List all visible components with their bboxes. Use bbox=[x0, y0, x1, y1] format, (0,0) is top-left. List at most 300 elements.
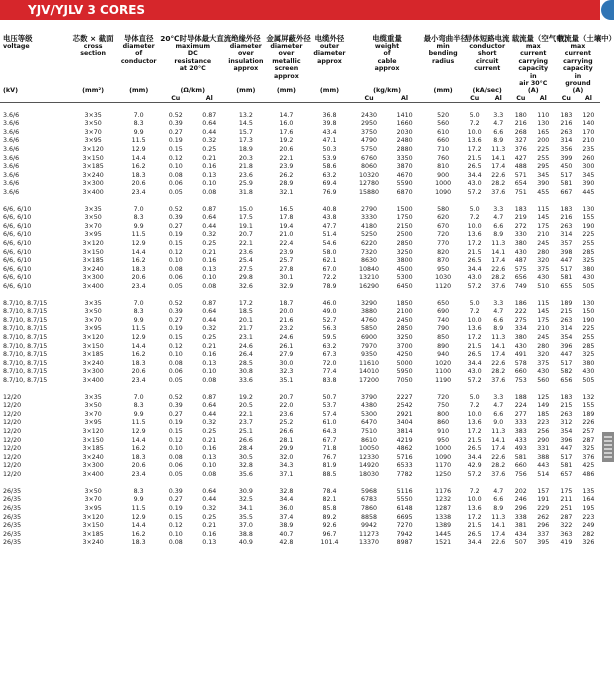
table-cell: 26.6 bbox=[238, 436, 253, 444]
table-cell: 165 bbox=[537, 128, 550, 136]
table-cell: 28.2 bbox=[491, 368, 506, 376]
table-cell: 1410 bbox=[396, 111, 413, 119]
table-cell: 255 bbox=[537, 154, 550, 162]
table-cell: 4.7 bbox=[493, 487, 504, 495]
table-cell: 383 bbox=[514, 428, 527, 436]
table-cell: 580 bbox=[437, 205, 450, 213]
table-cell: 419 bbox=[560, 539, 573, 547]
table-cell: 8.7/10, 8.7/15 bbox=[3, 316, 48, 324]
table-cell: 710 bbox=[437, 145, 450, 153]
table-cell: 3×35 bbox=[84, 111, 102, 119]
table-cell: 280 bbox=[537, 248, 550, 256]
table-cell: 3×400 bbox=[82, 376, 104, 384]
table-cell: 5.0 bbox=[469, 111, 480, 119]
table-cell: 1287 bbox=[435, 504, 452, 512]
table-cell: 0.16 bbox=[202, 351, 217, 359]
table-cell: 96.7 bbox=[322, 530, 337, 538]
table-cell: 4670 bbox=[396, 171, 413, 179]
table-cell: 396 bbox=[560, 436, 573, 444]
header-ground-capacity-al: Al bbox=[577, 95, 600, 103]
table-cell: 0.08 bbox=[202, 470, 217, 478]
table-cell: 22.6 bbox=[491, 453, 506, 461]
table-cell: 5300 bbox=[361, 410, 378, 418]
table-cell: 257 bbox=[582, 428, 595, 436]
table-cell: 514 bbox=[537, 470, 550, 478]
table-cell: 12/20 bbox=[3, 393, 22, 401]
table-cell: 0.08 bbox=[168, 453, 183, 461]
table-cell: 0.06 bbox=[168, 462, 183, 470]
table-cell: 185 bbox=[537, 410, 550, 418]
table-cell: 175 bbox=[537, 316, 550, 324]
table-cell: 12/20 bbox=[3, 445, 22, 453]
table-row bbox=[0, 488, 600, 497]
table-row bbox=[0, 325, 600, 334]
table-cell: 42.9 bbox=[467, 462, 482, 470]
table-cell: 2850 bbox=[396, 325, 413, 333]
table-cell: 149 bbox=[537, 402, 550, 410]
table-cell: 19.4 bbox=[279, 222, 294, 230]
table-cell: 215 bbox=[560, 402, 573, 410]
table-cell: 0.39 bbox=[168, 120, 183, 128]
table-cell: 27.5 bbox=[238, 265, 253, 273]
table-cell: 23.4 bbox=[131, 470, 146, 478]
table-cell: 17.3 bbox=[238, 137, 253, 145]
table-cell: 850 bbox=[437, 334, 450, 342]
table-cell: 16.5 bbox=[279, 205, 294, 213]
table-cell: 0.21 bbox=[202, 436, 217, 444]
table-cell: 37.6 bbox=[491, 188, 506, 196]
table-cell: 89.2 bbox=[322, 513, 337, 521]
table-cell: 380 bbox=[582, 265, 595, 273]
table-cell: 7782 bbox=[396, 470, 413, 478]
table-cell: 1750 bbox=[396, 214, 413, 222]
table-cell: 12/20 bbox=[3, 428, 22, 436]
table-cell: 20.3 bbox=[238, 154, 253, 162]
table-cell: 3.6/6 bbox=[3, 145, 20, 153]
table-cell: 425 bbox=[582, 462, 595, 470]
table-cell: 188 bbox=[514, 393, 527, 401]
table-cell: 3×120 bbox=[82, 513, 104, 521]
table-cell: 0.25 bbox=[202, 240, 217, 247]
header-section-en bbox=[68, 73, 118, 80]
table-cell: 37.6 bbox=[491, 376, 506, 384]
table-cell: 430 bbox=[537, 368, 550, 376]
table-cell: 517 bbox=[560, 359, 573, 367]
table-cell: 7970 bbox=[361, 342, 378, 350]
header-short-circuit-cu: Cu bbox=[464, 95, 486, 103]
table-cell: 660 bbox=[514, 462, 527, 470]
table-cell: 6220 bbox=[361, 240, 378, 247]
header-weight-cn: 电缆重量 bbox=[372, 34, 402, 43]
table-cell: 3870 bbox=[396, 163, 413, 171]
table-cell: 0.05 bbox=[168, 376, 183, 384]
table-cell: 0.52 bbox=[168, 205, 183, 213]
table-cell: 34.4 bbox=[467, 453, 482, 461]
table-cell: 9350 bbox=[361, 351, 378, 359]
table-cell: 180 bbox=[514, 111, 527, 119]
table-row bbox=[0, 240, 600, 249]
table-cell: 30.9 bbox=[238, 487, 253, 495]
table-cell: 19.2 bbox=[238, 393, 253, 401]
table-cell: 6/6, 6/10 bbox=[3, 282, 32, 290]
table-cell: 3×240 bbox=[82, 265, 104, 273]
table-cell: 327 bbox=[514, 137, 527, 145]
header-screen-diameter-unit: (mm) bbox=[276, 86, 296, 95]
table-cell: 16.0 bbox=[279, 120, 294, 128]
table-cell: 35.6 bbox=[238, 470, 253, 478]
table-cell: 0.12 bbox=[168, 522, 183, 530]
table-cell: 26/35 bbox=[3, 496, 22, 504]
table-cell: 0.64 bbox=[202, 487, 217, 495]
table-row bbox=[0, 257, 600, 266]
table-cell: 29.9 bbox=[279, 445, 294, 453]
header-outer-diameter-unit: (mm) bbox=[319, 86, 340, 95]
table-cell: 0.19 bbox=[168, 231, 183, 239]
header-screen-diameter-en: approx bbox=[274, 72, 299, 80]
table-cell: 67.3 bbox=[322, 351, 337, 359]
table-cell: 560 bbox=[437, 120, 450, 128]
table-cell: 0.44 bbox=[202, 316, 217, 324]
table-cell: 3×150 bbox=[82, 436, 104, 444]
table-cell: 3×300 bbox=[82, 462, 104, 470]
header-short-circuit-cn: 导体短路电流 bbox=[465, 34, 510, 43]
table-cell: 860 bbox=[437, 419, 450, 427]
table-cell: 0.08 bbox=[168, 359, 183, 367]
table-cell: 47.1 bbox=[322, 137, 337, 145]
table-cell: 3×95 bbox=[84, 137, 102, 145]
table-cell: 356 bbox=[560, 145, 573, 153]
header-short-circuit-al: Al bbox=[486, 95, 511, 103]
table-cell: 8.7/10, 8.7/15 bbox=[3, 368, 48, 376]
table-cell: 0.10 bbox=[168, 351, 183, 359]
table-row bbox=[0, 334, 600, 343]
table-cell: 216 bbox=[514, 120, 527, 128]
table-cell: 164 bbox=[582, 496, 595, 504]
header-voltage-unit: (kV) bbox=[3, 86, 19, 95]
table-cell: 660 bbox=[514, 368, 527, 376]
table-cell: 1090 bbox=[435, 188, 452, 196]
table-cell: 0.05 bbox=[168, 188, 183, 196]
table-cell: 26/35 bbox=[3, 539, 22, 547]
table-cell: 0.19 bbox=[168, 325, 183, 333]
table-cell: 950 bbox=[437, 265, 450, 273]
table-cell: 5590 bbox=[396, 180, 413, 188]
table-cell: 810 bbox=[437, 163, 450, 171]
table-cell: 22.6 bbox=[491, 265, 506, 273]
table-cell: 3×240 bbox=[82, 539, 104, 547]
table-cell: 4180 bbox=[361, 222, 378, 230]
table-cell: 18.3 bbox=[131, 359, 146, 367]
table-cell: 8.3 bbox=[133, 402, 144, 410]
table-cell: 5.0 bbox=[469, 205, 480, 213]
table-cell: 575 bbox=[514, 265, 527, 273]
header-bending-radius-en: radius bbox=[432, 57, 455, 65]
table-cell: 32.8 bbox=[238, 462, 253, 470]
table-cell: 940 bbox=[437, 351, 450, 359]
table-cell: 17200 bbox=[359, 376, 380, 384]
table-cell: 0.21 bbox=[202, 522, 217, 530]
table-cell: 363 bbox=[560, 530, 573, 538]
table-cell: 287 bbox=[560, 513, 573, 521]
table-cell: 14920 bbox=[359, 462, 380, 470]
table-cell: 3700 bbox=[396, 342, 413, 350]
table-cell: 20.6 bbox=[279, 145, 294, 153]
side-tab-icon[interactable] bbox=[602, 432, 614, 462]
table-cell: 6/6, 6/10 bbox=[3, 265, 32, 273]
table-cell: 225 bbox=[582, 325, 595, 333]
table-cell: 3.6/6 bbox=[3, 154, 20, 162]
table-cell: 1100 bbox=[435, 368, 452, 376]
table-cell: 296 bbox=[514, 504, 527, 512]
table-cell: 33.6 bbox=[238, 376, 253, 384]
table-cell: 14.4 bbox=[131, 342, 146, 350]
table-cell: 9.9 bbox=[133, 128, 144, 136]
table-cell: 0.15 bbox=[168, 240, 183, 247]
table-cell: 20.1 bbox=[238, 316, 253, 324]
table-cell: 0.27 bbox=[168, 316, 183, 324]
group-spacer bbox=[0, 291, 600, 300]
table-cell: 26.5 bbox=[467, 351, 482, 359]
table-cell: 6/6, 6/10 bbox=[3, 214, 32, 222]
table-cell: 130 bbox=[582, 205, 595, 213]
table-cell: 215 bbox=[560, 308, 573, 316]
table-cell: 3350 bbox=[396, 154, 413, 162]
table-cell: 31.8 bbox=[238, 188, 253, 196]
table-cell: 26/35 bbox=[3, 504, 22, 512]
table-row bbox=[0, 155, 600, 164]
table-cell: 26.6 bbox=[279, 428, 294, 436]
table-cell: 296 bbox=[537, 522, 550, 530]
table-cell: 2950 bbox=[361, 120, 378, 128]
table-cell: 255 bbox=[582, 240, 595, 247]
table-cell: 7.0 bbox=[133, 205, 144, 213]
table-cell: 183 bbox=[560, 393, 573, 401]
header-voltage-en bbox=[0, 50, 68, 57]
table-cell: 0.12 bbox=[168, 154, 183, 162]
header-air-capacity-en: max bbox=[525, 43, 541, 50]
table-cell: 57.4 bbox=[322, 410, 337, 418]
table-cell: 8.3 bbox=[133, 308, 144, 316]
table-cell: 26.5 bbox=[467, 257, 482, 265]
table-cell: 376 bbox=[514, 145, 527, 153]
table-cell: 430 bbox=[514, 248, 527, 256]
table-cell: 7.2 bbox=[469, 214, 480, 222]
table-cell: 1170 bbox=[435, 462, 452, 470]
table-cell: 571 bbox=[514, 171, 527, 179]
table-cell: 40.7 bbox=[279, 530, 294, 538]
header-voltage-en: voltage bbox=[3, 43, 30, 50]
header-outer-diameter-en: outer bbox=[319, 43, 340, 50]
table-cell: 3.6/6 bbox=[3, 111, 20, 119]
table-cell: 3×150 bbox=[82, 342, 104, 350]
table-cell: 3×400 bbox=[82, 470, 104, 478]
table-cell: 22.6 bbox=[491, 171, 506, 179]
table-cell: 11.3 bbox=[491, 240, 506, 247]
table-cell: 357 bbox=[560, 240, 573, 247]
header-screen-diameter-en: metallic bbox=[272, 57, 301, 65]
table-cell: 11.5 bbox=[131, 504, 146, 512]
table-cell: 0.15 bbox=[168, 513, 183, 521]
table-cell: 17.8 bbox=[279, 214, 294, 222]
table-cell: 34.4 bbox=[467, 539, 482, 547]
table-cell: 245 bbox=[537, 334, 550, 342]
table-cell: 263 bbox=[560, 222, 573, 230]
table-cell: 81.9 bbox=[322, 462, 337, 470]
table-row bbox=[0, 419, 600, 428]
table-cell: 47.7 bbox=[322, 222, 337, 230]
table-cell: 25.4 bbox=[238, 257, 253, 265]
header-row-en bbox=[0, 58, 600, 65]
table-cell: 115 bbox=[537, 299, 550, 307]
table-cell: 19.1 bbox=[238, 222, 253, 230]
table-cell: 11273 bbox=[359, 530, 380, 538]
table-cell: 191 bbox=[537, 496, 550, 504]
table-cell: 10.0 bbox=[467, 410, 482, 418]
table-cell: 3×240 bbox=[82, 171, 104, 179]
table-cell: 0.16 bbox=[202, 163, 217, 171]
table-cell: 3×120 bbox=[82, 334, 104, 342]
table-cell: 88.5 bbox=[322, 470, 337, 478]
table-cell: 380 bbox=[514, 334, 527, 342]
table-cell: 1250 bbox=[435, 470, 452, 478]
group-spacer bbox=[0, 103, 600, 112]
table-cell: 20.5 bbox=[238, 402, 253, 410]
table-cell: 581 bbox=[560, 274, 573, 282]
table-cell: 517 bbox=[560, 265, 573, 273]
header-conductor-diameter-en bbox=[118, 65, 159, 72]
table-cell: 17.4 bbox=[491, 445, 506, 453]
table-cell: 189 bbox=[582, 410, 595, 418]
table-cell: 76.9 bbox=[322, 188, 337, 196]
table-cell: 225 bbox=[537, 145, 550, 153]
table-cell: 430 bbox=[537, 274, 550, 282]
table-cell: 29.8 bbox=[238, 274, 253, 282]
table-cell: 15880 bbox=[359, 188, 380, 196]
header-dc-resistance-en: maximum bbox=[175, 43, 211, 50]
table-row bbox=[0, 146, 600, 155]
table-cell: 235 bbox=[582, 145, 595, 153]
table-cell: 246 bbox=[514, 496, 527, 504]
table-cell: 262 bbox=[537, 513, 550, 521]
header-outer-diameter-en bbox=[307, 65, 351, 72]
table-cell: 287 bbox=[582, 436, 595, 444]
table-cell: 445 bbox=[582, 188, 595, 196]
table-cell: 57.2 bbox=[467, 282, 482, 290]
table-cell: 20.6 bbox=[131, 368, 146, 376]
table-cell: 8.7/10, 8.7/15 bbox=[3, 351, 48, 359]
table-cell: 3330 bbox=[361, 214, 378, 222]
header-insulation-diameter-cn: 绝缘外径 bbox=[231, 34, 261, 43]
table-cell: 275 bbox=[514, 316, 527, 324]
table-cell: 69.4 bbox=[322, 180, 337, 188]
header-conductor-diameter-en: diameter bbox=[122, 43, 155, 50]
header-spacer bbox=[265, 95, 307, 103]
table-cell: 190 bbox=[582, 222, 595, 230]
header-dc-resistance-cu: Cu bbox=[159, 95, 192, 103]
header-insulation-diameter-en: diameter bbox=[229, 43, 262, 50]
table-cell: 7.2 bbox=[469, 120, 480, 128]
table-cell: 22.1 bbox=[238, 240, 253, 247]
group-spacer-cell bbox=[0, 385, 600, 394]
table-cell: 0.10 bbox=[202, 180, 217, 188]
table-cell: 150 bbox=[582, 308, 595, 316]
table-cell: 21.5 bbox=[467, 436, 482, 444]
group-spacer-cell bbox=[0, 291, 600, 300]
header-conductor-diameter-en: conductor bbox=[120, 57, 157, 65]
table-cell: 9.9 bbox=[133, 410, 144, 418]
table-cell: 7320 bbox=[361, 248, 378, 256]
table-cell: 22.0 bbox=[279, 402, 294, 410]
group-spacer-cell bbox=[0, 197, 600, 206]
table-cell: 11610 bbox=[359, 359, 380, 367]
table-cell: 28.1 bbox=[279, 436, 294, 444]
table-cell: 447 bbox=[560, 445, 573, 453]
table-cell: 10.0 bbox=[467, 316, 482, 324]
table-row bbox=[0, 163, 600, 172]
table-cell: 16290 bbox=[359, 282, 380, 290]
table-cell: 12/20 bbox=[3, 453, 22, 461]
table-cell: 0.87 bbox=[202, 205, 217, 213]
header-dc-resistance-cn: 20℃时导体最大直流 bbox=[160, 34, 232, 43]
table-cell: 0.08 bbox=[202, 188, 217, 196]
header-weight-en bbox=[352, 73, 423, 80]
group-spacer-cell bbox=[0, 479, 600, 488]
table-cell: 6/6, 6/10 bbox=[3, 205, 32, 213]
table-cell: 0.32 bbox=[202, 137, 217, 145]
table-cell: 19.2 bbox=[279, 137, 294, 145]
table-row bbox=[0, 214, 600, 223]
header-outer-diameter-en: diameter bbox=[313, 50, 346, 58]
table-cell: 18.7 bbox=[279, 299, 294, 307]
table-cell: 12.9 bbox=[131, 145, 146, 153]
table-cell: 560 bbox=[537, 376, 550, 384]
table-cell: 0.25 bbox=[202, 145, 217, 153]
table-cell: 325 bbox=[582, 351, 595, 359]
table-cell: 23.4 bbox=[131, 188, 146, 196]
table-cell: 4.7 bbox=[493, 214, 504, 222]
table-cell: 25.7 bbox=[279, 257, 294, 265]
table-row bbox=[0, 539, 600, 548]
table-cell: 20.6 bbox=[131, 274, 146, 282]
table-cell: 22.1 bbox=[238, 410, 253, 418]
table-cell: 488 bbox=[514, 163, 527, 171]
table-cell: 3814 bbox=[396, 428, 413, 436]
table-cell: 21.6 bbox=[279, 316, 294, 324]
cable-spec-table-container bbox=[0, 34, 616, 548]
header-dc-resistance-unit: (Ω/km) bbox=[180, 86, 206, 95]
table-cell: 140 bbox=[582, 120, 595, 128]
table-cell: 26.5 bbox=[467, 530, 482, 538]
table-cell: 52.7 bbox=[322, 316, 337, 324]
table-cell: 1000 bbox=[435, 445, 452, 453]
table-cell: 132 bbox=[582, 393, 595, 401]
table-cell: 330 bbox=[514, 231, 527, 239]
table-cell: 487 bbox=[514, 257, 527, 265]
table-cell: 17.2 bbox=[238, 299, 253, 307]
table-cell: 0.08 bbox=[168, 539, 183, 547]
table-title-text: YJV/YJLV 3 CORES bbox=[28, 3, 146, 17]
table-row bbox=[0, 249, 600, 258]
table-cell: 0.16 bbox=[202, 530, 217, 538]
table-cell: 202 bbox=[514, 487, 527, 495]
header-conductor-diameter-en bbox=[118, 73, 159, 80]
table-cell: 63.2 bbox=[322, 171, 337, 179]
header-screen-diameter-en: screen bbox=[274, 65, 299, 73]
table-row bbox=[0, 180, 600, 189]
header-spacer bbox=[0, 95, 68, 103]
table-cell: 10.0 bbox=[467, 222, 482, 230]
table-cell: 8.7/10, 8.7/15 bbox=[3, 299, 48, 307]
